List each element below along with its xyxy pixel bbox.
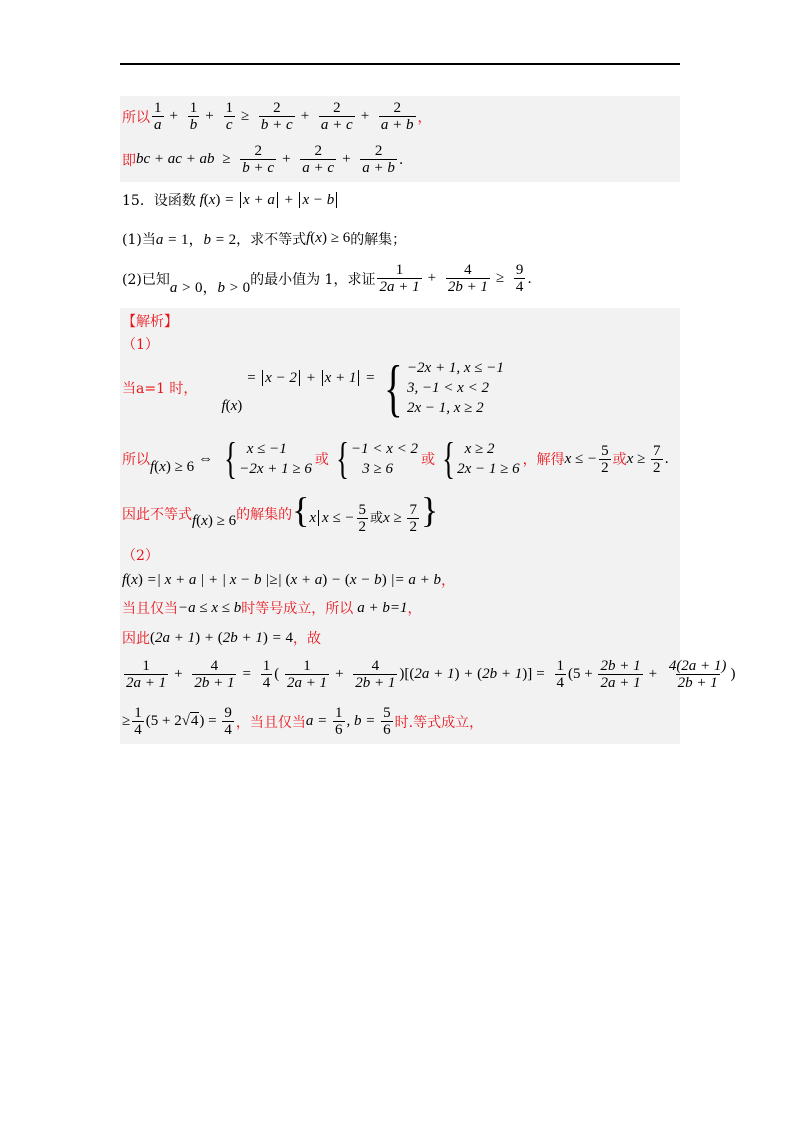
final-inequality: ≥ $\frac{1}{4}$ (5 + 2√4) = $\frac{9}{4}$ bbox=[122, 705, 232, 738]
therefore-equation: (2a + 1) + (2b + 1) = 4 bbox=[150, 629, 293, 646]
q15-part1-prefix: (1)当 bbox=[122, 231, 156, 248]
piecewise-abs: = x − 2 + x + 1 = bbox=[246, 369, 376, 386]
q14-line1-suffix: ， bbox=[417, 109, 432, 126]
or-2: 或 bbox=[421, 452, 435, 468]
q14-line1-math: $\frac{1}{a}$ + $\frac{1}{b}$ + $\frac{1}{c}$ ≥ $\frac{2}{b + c}$ + $\frac{2}{a + c}$ + $\frac{2}{a + b}$ bbox=[154, 100, 414, 133]
iff-symbol: ⇔ bbox=[198, 450, 214, 467]
q15-title-line bbox=[122, 190, 339, 210]
or-1: 或 bbox=[314, 452, 329, 468]
q15-part1-values: a = 1，b = 2 bbox=[155, 232, 237, 248]
q14-line-2 bbox=[122, 143, 403, 176]
equality-text-b: 时等号成立，所以 bbox=[241, 601, 354, 617]
solution-part2-label: （2） bbox=[122, 548, 159, 564]
q15-title: 15．设函数 bbox=[122, 193, 196, 209]
q15-part2-middle: 的最小值为 1，求证 bbox=[250, 271, 376, 288]
q15-part2-conditions: a > 0，b > 0 bbox=[169, 280, 251, 296]
q15-part2-line bbox=[122, 262, 532, 295]
system-3: { x ≥ 2 2x − 1 ≥ 6 bbox=[442, 434, 520, 483]
part2-triangle-line bbox=[122, 570, 455, 590]
q15-part2-end: . bbox=[527, 270, 532, 287]
piecewise-line bbox=[122, 352, 507, 423]
case-analysis-line bbox=[122, 434, 669, 483]
part2-equality-line bbox=[122, 598, 422, 618]
header-rule bbox=[120, 63, 680, 65]
solution-part1-label: （1） bbox=[122, 337, 159, 353]
equality-condition: −a ≤ x ≤ b bbox=[178, 599, 242, 616]
q15-part1-suffix: 的解集； bbox=[350, 231, 407, 248]
system-1: { x ≤ −1 −2x + 1 ≥ 6 bbox=[224, 434, 312, 483]
q15-function: f(x) = x + a + x − b bbox=[196, 192, 339, 209]
final-text-b: 时.等式成立， bbox=[394, 714, 484, 731]
piecewise-cases: { −2x + 1, x ≤ −1 3, −1 < x < 2 2x − 1, x ≥ 2 bbox=[384, 352, 504, 423]
case-text: 当a=1 时， bbox=[122, 381, 198, 397]
final-values: a = $\frac{1}{6}$ , b = $\frac{5}{6}$ bbox=[305, 705, 391, 738]
piece-2: 3, −1 < x < 2 bbox=[406, 380, 489, 396]
or-4: 或 bbox=[370, 511, 384, 526]
solve-text: ，解得 bbox=[522, 452, 565, 468]
solve-result-2: x ≥ $\frac{7}{2}$ bbox=[626, 442, 661, 476]
q14-line2-math: bc + ac + ab ≥ $\frac{2}{b + c}$ + $\frac{2}{a + c}$ + $\frac{2}{a + b}$ bbox=[136, 143, 395, 176]
q14-line2-prefix: 即 bbox=[122, 152, 136, 169]
hence-inequality: f(x) ≥ 6 bbox=[192, 513, 237, 530]
so-prefix: 所以 bbox=[122, 452, 150, 468]
q14-line2-suffix: . bbox=[398, 151, 404, 168]
expansion-equation: $\frac{1}{2a + 1}$ + $\frac{4}{2b + 1}$ = $\frac{1}{4}$ ( $\frac{1}{2a + 1}$ + $\frac{4}{2b + 1}$ )[(2a + 1) + (2b + 1)] = $\frac{1}{4}$ (5 + $\frac{2b + 1}{2a + 1}$ + $\frac{4(2a + 1)}{2b + 1}$ ) bbox=[126, 658, 736, 691]
case-inequality: f(x) ≥ 6 bbox=[150, 458, 195, 475]
solution-set-line bbox=[122, 492, 438, 535]
triangle-inequality: f(x) =| x + a | + | x − b |≥| (x + a) − (x − b) |= a + b bbox=[122, 571, 442, 588]
part2-final-line bbox=[122, 705, 483, 738]
final-text-a: ，当且仅当 bbox=[235, 714, 306, 731]
system-2: { −1 < x < 2 3 ≥ 6 bbox=[336, 434, 418, 483]
piece-3: 2x − 1, x ≥ 2 bbox=[406, 400, 484, 416]
q15-part1-line bbox=[122, 228, 406, 249]
therefore-text: 因此 bbox=[122, 631, 150, 647]
sum-value: a + b=1 bbox=[357, 599, 408, 616]
gu-text: ，故 bbox=[293, 631, 321, 647]
solution-set: {x x ≤ − $\frac{5}{2}$ 或x ≥ $\frac{7}{2}$ } bbox=[292, 490, 439, 536]
solve-period: . bbox=[664, 451, 669, 467]
solve-result: x ≤ − $\frac{5}{2}$ bbox=[564, 442, 609, 476]
comma-2: ， bbox=[407, 601, 422, 617]
q15-part1-inequality: f(x) ≥ 6 bbox=[306, 230, 351, 246]
part2-therefore-line bbox=[122, 628, 321, 648]
hence-text: 因此不等式 bbox=[122, 506, 192, 523]
q14-line1-prefix: 所以 bbox=[122, 109, 150, 126]
equality-text-a: 当且仅当 bbox=[122, 601, 178, 617]
piece-1: −2x + 1, x ≤ −1 bbox=[406, 360, 504, 376]
solution-header: 【解析】 bbox=[122, 314, 178, 330]
q15-part2-prefix: (2)已知 bbox=[122, 271, 170, 288]
q15-part2-inequality: $\frac{1}{2a + 1}$ + $\frac{4}{2b + 1}$ ≥ $\frac{9}{4}$ bbox=[379, 262, 524, 295]
q15-part1-middle: ，求不等式 bbox=[236, 231, 307, 248]
or-3: 或 bbox=[612, 452, 627, 468]
piecewise-f: f(x) bbox=[221, 397, 243, 414]
part2-expansion-line bbox=[122, 658, 735, 691]
q14-line-1 bbox=[122, 100, 432, 133]
comma-1: ， bbox=[441, 573, 456, 589]
solution-set-text: 的解集的 bbox=[236, 506, 293, 523]
